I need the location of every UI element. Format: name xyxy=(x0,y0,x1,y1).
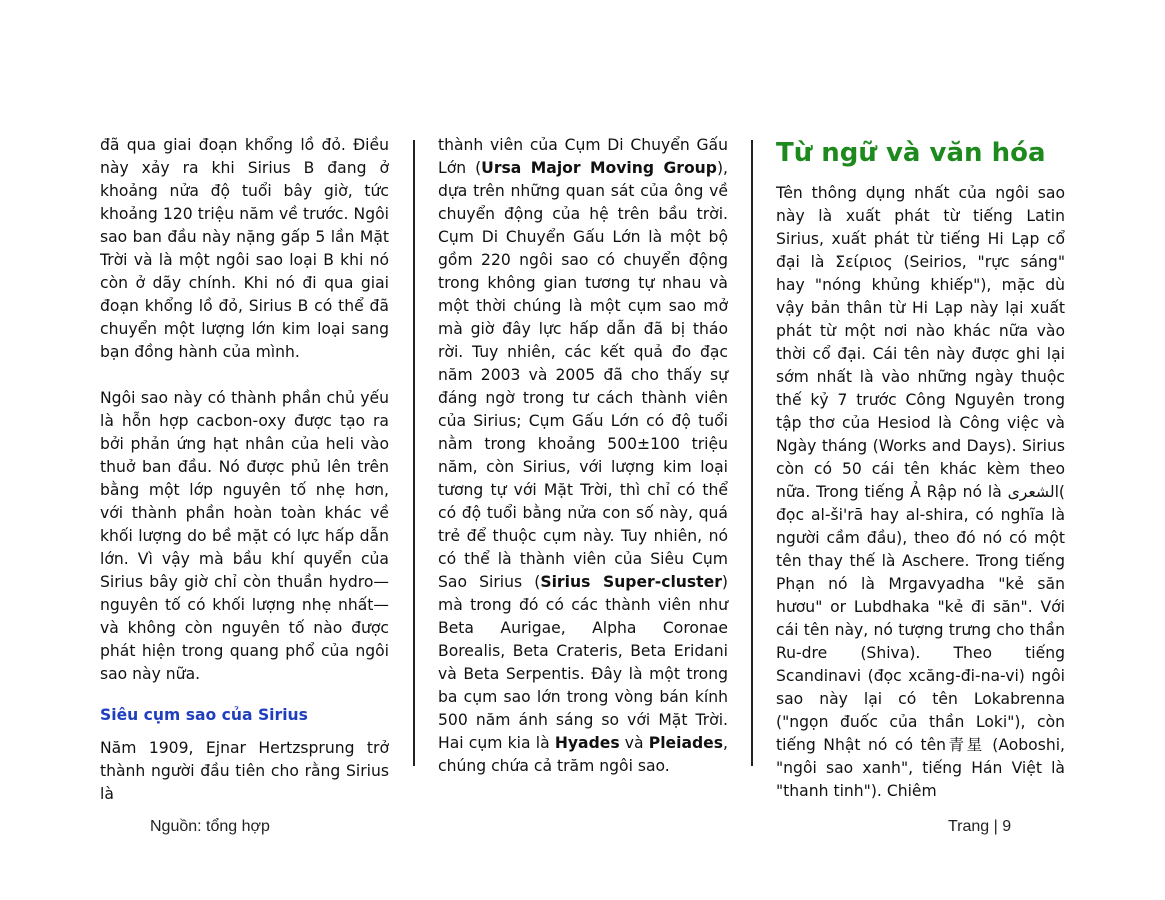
paragraph: đã qua giai đoạn khổng lồ đỏ. Điều này xảy ra khi Sirius B đang ở khoảng nửa độ tuổi bây giờ, tức khoảng 120 triệu năm về trước. Ngôi sao ban đầu này nặng gấp 5 lần Mặt Trời và là một ngôi sao loại B khi nó còn ở dãy chính. Khi nó đi qua giai đoạn khổng lồ đỏ, Sirius B có thể đã chuyển một lượng lớn kim loại sang bạn đồng hành của mình. xyxy=(100,136,389,361)
bold-term: Pleiades xyxy=(648,734,724,752)
column-divider xyxy=(751,140,753,766)
footer-source: Nguồn: tổng hợp xyxy=(150,818,270,835)
bold-term: Ursa Major Moving Group xyxy=(481,159,717,177)
text-run: thành viên của Cụm Di Chuyển Gấu Lớn ( xyxy=(438,136,728,177)
paragraph: Tên thông dụng nhất của ngôi sao này là xuất phát từ tiếng Latin Sirius, xuất phát từ tiếng Hi Lạp cổ đại là Σείριος (Seirios, "rực sáng" hay "nóng khủng khiếp"), mặc dù vậy bản thân từ Hi Lạp này lại xuất phát từ một nơi nào khác nữa vào thời cổ đại. Cái tên này được ghi lại sớm nhất là vào những ngày thuộc thế kỷ 7 trước Công Nguyên trong tập thơ của Hesiod là Công việc và Ngày tháng (Works and Days). Sirius còn có 50 cái tên khác kèm theo nữa. Trong tiếng Ả Rập nó là الشعرى( đọc al-ši'rā hay al-shira, có nghĩa là người cầm đầu), theo đó nó có một tên thay thế là Aschere. Trong tiếng Phạn nó là Mrgavyadha "kẻ săn hươu" or Lubdhaka "kẻ đi săn". Với cái tên này, nó tượng trưng cho thần Ru-dre (Shiva). Theo tiếng Scandinavi (đọc xcăng-đi-na-vi) ngôi sao này lại có tên Lokabrenna ("ngọn đuốc của thần Loki"), còn tiếng Nhật nó có tên青星 (Aoboshi, "ngôi sao xanh", tiếng Hán Việt là "thanh tinh"). Chiêm xyxy=(776,184,1065,800)
section-subheading: Siêu cụm sao của Sirius xyxy=(100,706,308,724)
section-heading: Từ ngữ và văn hóa xyxy=(776,138,1046,168)
column-divider xyxy=(413,140,415,766)
text-run: , chúng chứa cả trăm ngôi sao. xyxy=(438,734,728,775)
bold-term: Hyades xyxy=(554,734,620,752)
column-right xyxy=(776,134,1065,803)
text-run: ) mà trong đó có các thành viên như Beta Aurigae, Alpha Coronae Borealis, Beta Crateris, Beta Eridani và Beta Serpentis. Đây là một trong ba cụm sao lớn trong vòng bán kính 500 năm ánh sáng so với Mặt Trời. Hai cụm kia là xyxy=(438,573,728,752)
bold-term: Sirius Super-cluster xyxy=(540,573,722,591)
column-left xyxy=(100,134,389,806)
column-middle xyxy=(438,134,728,778)
text-run: và xyxy=(619,734,649,752)
paragraph: Ngôi sao này có thành phần chủ yếu là hỗn hợp cacbon-oxy được tạo ra bởi phản ứng hạt nhân của heli vào thuở ban đầu. Nó được phủ lên trên bằng một lớp nguyên tố nhẹ hơn, với thành phần hoàn toàn khác về khối lượng do bề mặt có lực hấp dẫn lớn. Vì vậy mà bầu khí quyển của Sirius bây giờ chỉ còn thuần hydro—nguyên tố có khối lượng nhẹ nhất—và không còn nguyên tố nào được phát hiện trong quang phổ của ngôi sao này nữa. xyxy=(100,389,389,683)
paragraph xyxy=(438,134,728,778)
text-run: ), dựa trên những quan sát của ông về chuyển động của hệ trên bầu trời. Cụm Di Chuyển Gấu Lớn là một bộ gồm 220 ngôi sao có chuyển động trong không gian tương tự nhau và một thời chúng là một cụm sao mở mà giờ đây lực hấp dẫn đã bị tháo rời. Tuy nhiên, các kết quả đo đạc năm 2003 và 2005 đã cho thấy sự đáng ngờ trong tư cách thành viên của Sirius; Cụm Gấu Lớn có độ tuổi nằm trong khoảng 500±100 triệu năm, còn Sirius, với lượng kim loại tương tự với Mặt Trời, thì chỉ có thể có độ tuổi bằng nửa con số này, quá trẻ để thuộc cụm này. Tuy nhiên, nó có thể là thành viên của Siêu Cụm Sao Sirius ( xyxy=(438,159,728,591)
page-number: Trang | 9 xyxy=(948,818,1012,835)
paragraph: Năm 1909, Ejnar Hertzsprung trở thành người đầu tiên cho rằng Sirius là xyxy=(100,739,389,803)
